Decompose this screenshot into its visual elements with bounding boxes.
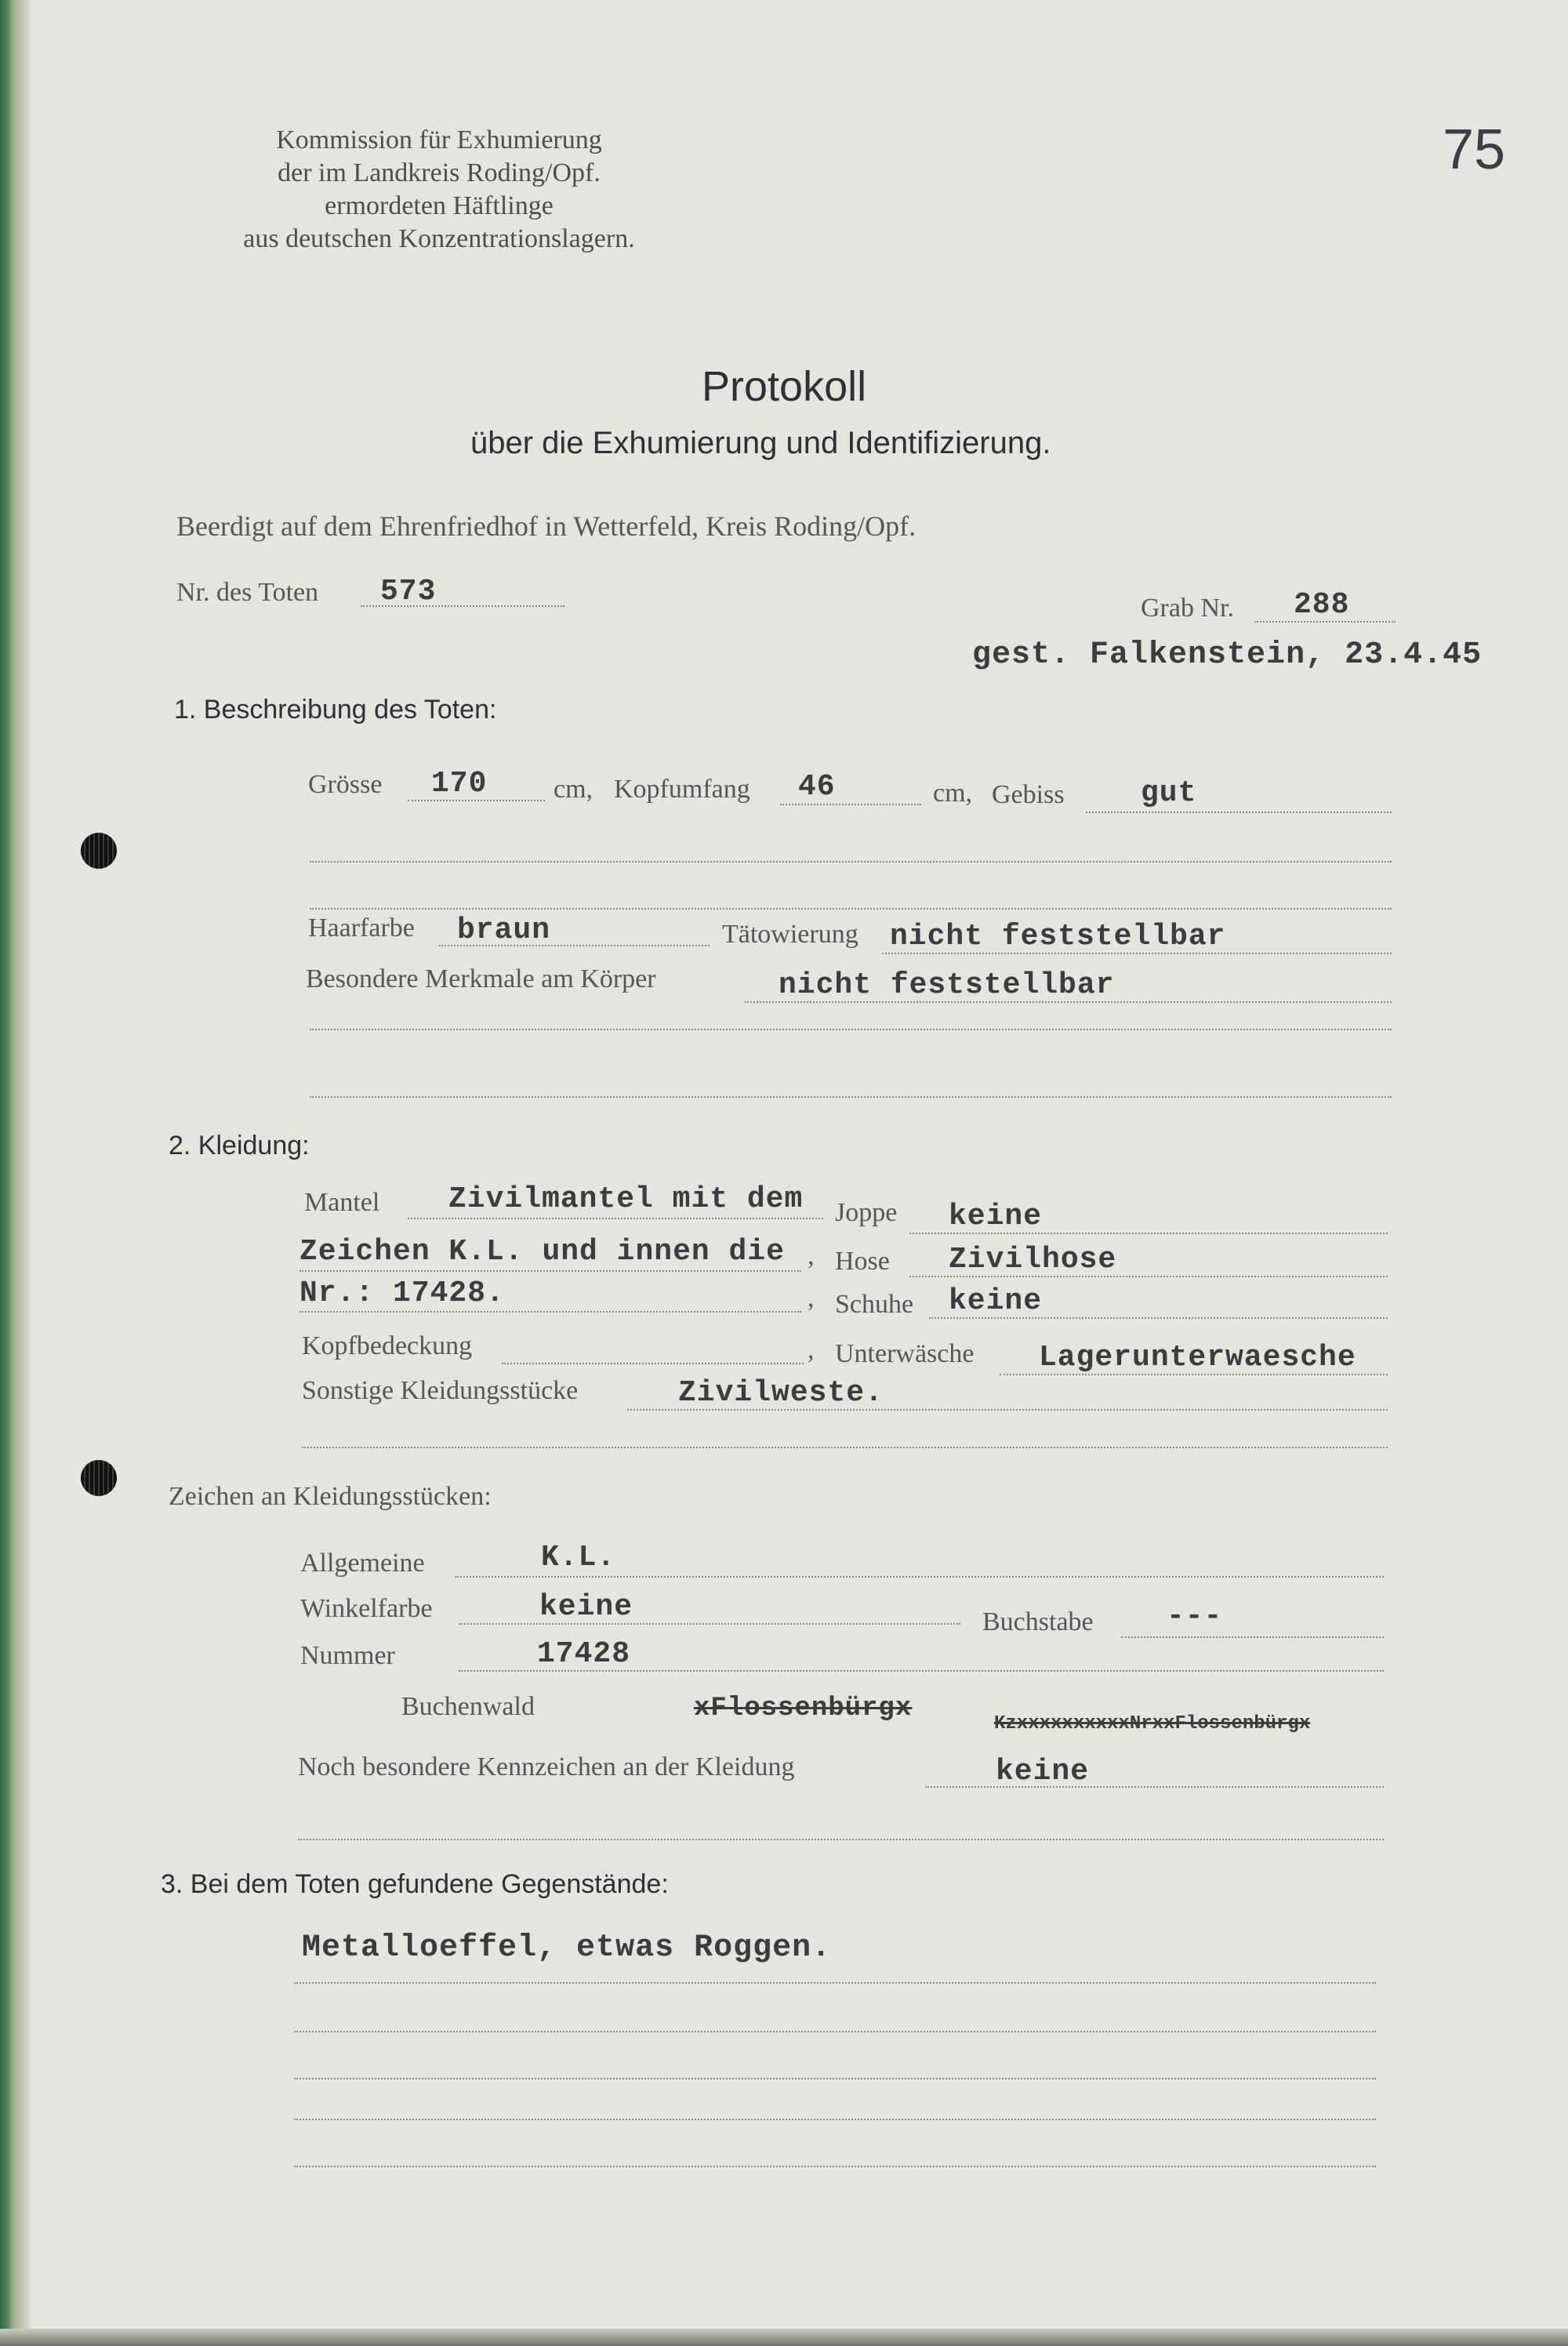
- commission-line-2: der im Landkreis Roding/Opf.: [278, 158, 601, 187]
- angle-color-line: [459, 1623, 960, 1625]
- dead-no-label: Nr. des Toten: [176, 578, 319, 607]
- other-clothing-value: Zivilweste.: [678, 1376, 884, 1410]
- page-subtitle: über die Exhumierung und Identifizierung.: [470, 426, 1051, 460]
- coat-line-1: Zivilmantel mit dem: [448, 1182, 804, 1216]
- other-marks-line: [925, 1786, 1384, 1788]
- coat-line-2: Zeichen K.L. und innen die: [299, 1235, 785, 1269]
- general-value: K.L.: [541, 1541, 616, 1574]
- hair-color-label: Haarfarbe: [308, 913, 415, 942]
- blank-line-1: [310, 861, 1392, 862]
- coat-line-3: Nr.: 17428.: [299, 1276, 505, 1310]
- coat-label: Mantel: [304, 1188, 380, 1217]
- number-line: [459, 1670, 1384, 1672]
- trousers-line: [909, 1276, 1388, 1277]
- head-circumference-unit: cm,: [933, 779, 973, 808]
- section3-line-1: [294, 1982, 1376, 1984]
- headwear-comma: ,: [808, 1335, 815, 1364]
- number-label: Nummer: [300, 1641, 395, 1670]
- hair-color-line: [439, 945, 710, 946]
- trousers-value: Zivilhose: [949, 1243, 1117, 1276]
- blank-line-3: [310, 1029, 1392, 1030]
- tattoo-label: Tätowierung: [722, 920, 858, 949]
- hair-color-value: braun: [457, 913, 551, 947]
- head-circumference-label: Kopfumfang: [614, 775, 750, 804]
- height-unit: cm,: [554, 775, 593, 804]
- teeth-value: gut: [1141, 776, 1197, 810]
- general-label: Allgemeine: [300, 1549, 425, 1578]
- page-number: 75: [1443, 118, 1506, 181]
- burial-line: Beerdigt auf dem Ehrenfriedhof in Wetterfeld, Kreis Roding/Opf.: [176, 510, 916, 542]
- tattoo-value: nicht feststellbar: [890, 920, 1226, 953]
- page-title: Protokoll: [702, 363, 867, 410]
- other-clothing-label: Sonstige Kleidungsstücke: [302, 1376, 579, 1405]
- coat-line-3-rule: [299, 1311, 801, 1313]
- special-marks-value: nicht feststellbar: [779, 968, 1115, 1002]
- paper-bottom-edge: [0, 2329, 1568, 2346]
- angle-color-value: keine: [539, 1590, 633, 1624]
- coat-line-1-rule: [408, 1218, 823, 1219]
- jacket-value: keine: [949, 1200, 1043, 1233]
- underwear-label: Unterwäsche: [835, 1339, 975, 1368]
- tattoo-line: [882, 953, 1392, 954]
- jacket-label: Joppe: [835, 1198, 898, 1227]
- letter-line: [1121, 1636, 1384, 1638]
- teeth-label: Gebiss: [992, 780, 1065, 809]
- letter-label: Buchstabe: [982, 1607, 1094, 1636]
- grave-no-value: 288: [1294, 588, 1350, 622]
- special-marks-label: Besondere Merkmale am Körper: [306, 964, 656, 993]
- commission-header: [196, 124, 682, 256]
- blank-line-5: [302, 1447, 1388, 1448]
- death-note: gest. Falkenstein, 23.4.45: [972, 637, 1483, 673]
- angle-color-label: Winkelfarbe: [300, 1594, 433, 1623]
- letter-value: ---: [1167, 1600, 1223, 1633]
- headwear-label: Kopfbedeckung: [302, 1331, 473, 1360]
- underwear-value: Lagerunterwaesche: [1039, 1341, 1356, 1375]
- height-label: Grösse: [308, 770, 383, 799]
- shoes-line: [929, 1317, 1388, 1319]
- punch-hole-upper: [81, 833, 117, 869]
- underwear-line: [1000, 1374, 1388, 1375]
- other-marks-label: Noch besondere Kennzeichen an der Kleidung: [298, 1752, 795, 1781]
- coat-comma-3: ,: [808, 1284, 815, 1313]
- trousers-label: Hose: [835, 1247, 890, 1276]
- punch-hole-lower: [81, 1460, 117, 1496]
- blank-line-4: [310, 1096, 1392, 1098]
- blank-line-6: [298, 1839, 1384, 1840]
- number-value: 17428: [537, 1637, 631, 1671]
- other-clothing-line: [627, 1409, 1388, 1411]
- head-circumference-line: [780, 804, 921, 805]
- section3-line-3: [294, 2078, 1376, 2079]
- section3-value: Metalloeffel, etwas Roggen.: [302, 1930, 832, 1966]
- headwear-line: [502, 1363, 804, 1364]
- section3-line-4: [294, 2119, 1376, 2120]
- grave-no-label: Grab Nr.: [1141, 594, 1234, 623]
- dead-no-value: 573: [380, 575, 437, 608]
- commission-line-1: Kommission für Exhumierung: [276, 125, 602, 154]
- paper-edge: [0, 0, 30, 2346]
- shoes-label: Schuhe: [835, 1290, 914, 1319]
- grave-no-line: [1254, 621, 1396, 623]
- coat-comma-2: ,: [808, 1241, 815, 1270]
- dead-no-line: [361, 605, 564, 607]
- commission-line-3: ermordeten Häftlinge: [325, 191, 554, 220]
- section3-heading: 3. Bei dem Toten gefundene Gegenstände:: [161, 1869, 669, 1899]
- section3-line-5: [294, 2166, 1376, 2167]
- section3-line-2: [294, 2031, 1376, 2032]
- jacket-line: [909, 1233, 1388, 1234]
- other-marks-value: keine: [996, 1755, 1090, 1789]
- special-marks-line: [745, 1001, 1392, 1003]
- blank-line-2: [310, 908, 1392, 910]
- head-circumference-value: 46: [798, 770, 836, 804]
- height-value: 170: [431, 767, 488, 801]
- section1-heading: 1. Beschreibung des Toten:: [174, 695, 497, 724]
- shoes-value: keine: [949, 1284, 1043, 1318]
- height-line: [408, 800, 545, 801]
- teeth-line: [1086, 812, 1392, 813]
- buchenwald-struck-1: xFlossenbürgx: [694, 1694, 913, 1723]
- general-line: [455, 1576, 1384, 1578]
- section2-heading: 2. Kleidung:: [169, 1131, 310, 1160]
- buchenwald-struck-2: KzxxxxxxxxxxNrxxFlossenbürgx: [994, 1713, 1311, 1734]
- commission-line-4: aus deutschen Konzentrationslagern.: [243, 224, 635, 253]
- coat-line-2-rule: [299, 1270, 801, 1272]
- marks-heading: Zeichen an Kleidungsstücken:: [169, 1482, 492, 1511]
- buchenwald-label: Buchenwald: [401, 1692, 535, 1721]
